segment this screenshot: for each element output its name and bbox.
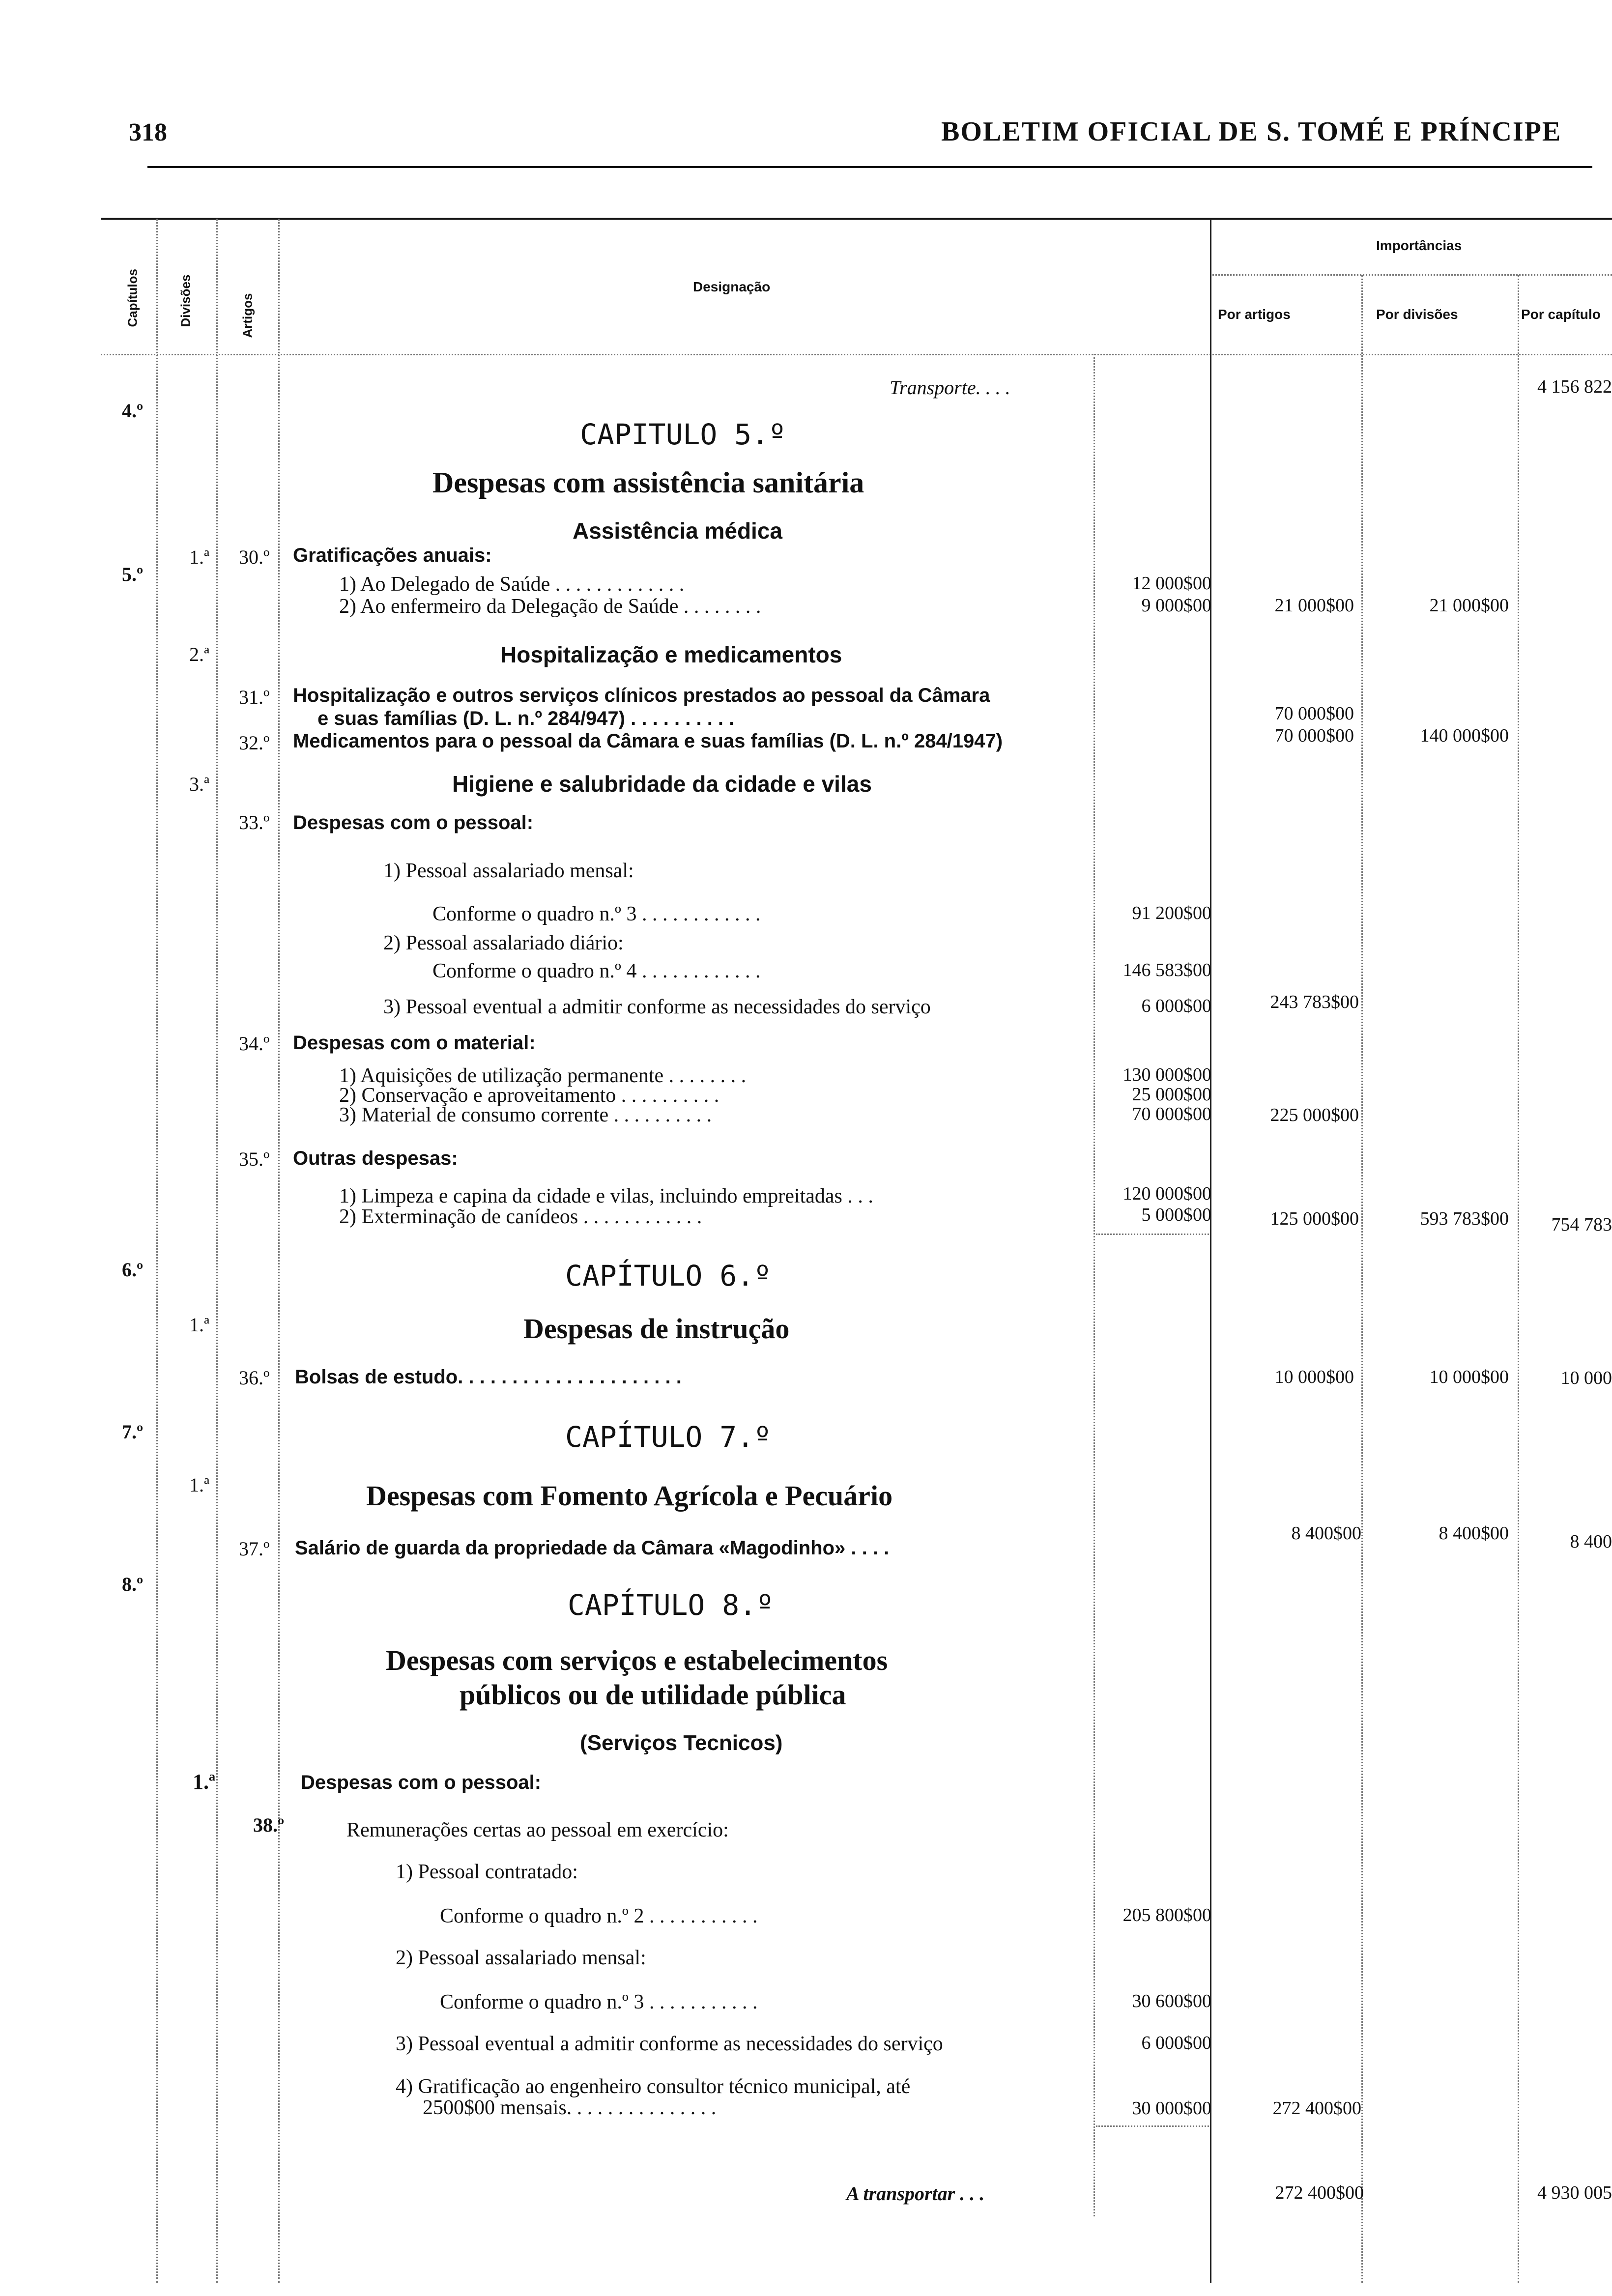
transporte-label: Transporte. . . .	[890, 376, 1010, 399]
art35-label: Outras despesas:	[293, 1148, 458, 1169]
art37-number: 37.º	[239, 1538, 270, 1560]
div2-heading: Hospitalização e medicamentos	[500, 642, 842, 667]
div2-number: 2.ª	[189, 643, 210, 665]
div1-heading: Assistência médica	[573, 518, 783, 544]
cap5-number: 4.º	[122, 400, 144, 422]
art33-sub1-value: 91 200$00	[1132, 903, 1211, 923]
art35-item2-value: 5 000$00	[1141, 1205, 1211, 1225]
cap7-number: 7.º	[122, 1421, 144, 1443]
art38-sub2-value: 30 600$00	[1132, 1991, 1211, 2011]
art33-sub1-detail: Conforme o quadro n.º 3 . . . . . . . . . . . .	[432, 903, 761, 925]
art33-number: 33.º	[239, 811, 270, 833]
cap8-subtotal-rule	[1096, 2125, 1209, 2127]
art35-number: 35.º	[239, 1148, 270, 1170]
art31-line2: e suas famílias (D. L. n.º 284/947) . . . . . . . . . .	[317, 708, 735, 729]
header-bottom-rule	[101, 354, 1612, 355]
cap8-subtitle-line1: Despesas com serviços e estabelecimentos	[386, 1644, 888, 1676]
col-divider-7	[1518, 275, 1519, 2283]
div1-por-divisoes: 21 000$00	[1429, 595, 1509, 616]
art31-number: 31.º	[239, 686, 270, 708]
cap8-title: CAPÍTULO 8.º	[568, 1588, 774, 1622]
header-por-divisoes: Por divisões	[1376, 307, 1458, 322]
art38-sub1-value: 205 800$00	[1123, 1905, 1211, 1925]
art34-por-artigos: 225 000$00	[1270, 1105, 1359, 1125]
art34-item3-value: 70 000$00	[1132, 1104, 1211, 1124]
art34-number: 34.º	[239, 1033, 270, 1055]
art35-por-artigos: 125 000$00	[1270, 1208, 1359, 1229]
art38-por-artigos: 272 400$00	[1272, 2098, 1361, 2119]
art30-item1: 1) Ao Delegado de Saúde . . . . . . . . . . . . .	[339, 573, 685, 596]
header-por-artigos: Por artigos	[1218, 307, 1291, 322]
cap5-subtitle: Despesas com assistência sanitária	[432, 466, 864, 499]
art33-sub2-value: 146 583$00	[1123, 960, 1211, 980]
div3-subtotal-rule	[1096, 1234, 1209, 1235]
art30-number: 30.º	[239, 546, 270, 568]
art34-item1-value: 130 000$00	[1123, 1064, 1211, 1085]
cap7-por-capitulo: 8 400	[1570, 1531, 1612, 1552]
cap5-mark: 5.º	[122, 563, 144, 585]
art38-sub3: 3) Pessoal eventual a admitir conforme as necessidades do serviço	[396, 2033, 943, 2055]
footer-por-capitulo: 4 930 005	[1537, 2182, 1612, 2203]
div1-number: 1.ª	[189, 546, 210, 568]
art38-sub4-line2: 2500$00 mensais. . . . . . . . . . . . . . .	[423, 2096, 717, 2119]
div3-number: 3.ª	[189, 773, 210, 795]
art38-sub1: 1) Pessoal contratado:	[396, 1861, 578, 1883]
art38-sub2-detail: Conforme o quadro n.º 3 . . . . . . . . . . .	[440, 1991, 758, 2013]
col-divider-2	[216, 219, 218, 2283]
importancias-rule	[1210, 274, 1612, 276]
cap8-subtitle-line2: públicos ou de utilidade pública	[460, 1679, 846, 1711]
art34-item2: 2) Conservação e aproveitamento . . . . . . . . . .	[339, 1084, 720, 1107]
cap6-div-number: 1.ª	[189, 1314, 210, 1336]
art33-label: Despesas com o pessoal:	[293, 812, 534, 833]
art30-item2: 2) Ao enfermeiro da Delegação de Saúde . . . . . . . .	[339, 595, 761, 618]
col-divider-6	[1361, 275, 1363, 2283]
col-divider-4	[1094, 354, 1095, 2216]
header-importancias: Importâncias	[1376, 238, 1462, 253]
header-capitulos: Capítulos	[125, 269, 140, 327]
div3-heading: Higiene e salubridade da cidade e vilas	[452, 771, 872, 797]
art32-number: 32.º	[239, 732, 270, 754]
header-divisoes: Divisões	[178, 274, 193, 327]
art38-sub1-detail: Conforme o quadro n.º 2 . . . . . . . . . . .	[440, 1905, 758, 1927]
div2-por-divisoes: 140 000$00	[1420, 725, 1509, 746]
transporte-capitulo: 4 156 822	[1537, 376, 1612, 397]
footer-por-artigos: 272 400$00	[1275, 2182, 1364, 2203]
cap6-title: CAPÍTULO 6.º	[565, 1259, 772, 1292]
art36-label: Bolsas de estudo. . . . . . . . . . . . . . . . . . . . .	[295, 1366, 682, 1388]
art38-sub4-line1: 4) Gratificação ao engenheiro consultor técnico municipal, até	[396, 2075, 911, 2098]
table-top-rule	[101, 218, 1612, 220]
art30-item1-value: 12 000$00	[1132, 573, 1211, 594]
header-rule	[147, 166, 1592, 168]
art34-item2-value: 25 000$00	[1132, 1084, 1211, 1105]
art34-label: Despesas com o material:	[293, 1032, 536, 1054]
art33-sub1: 1) Pessoal assalariado mensal:	[383, 860, 634, 882]
page-number: 318	[129, 118, 167, 146]
footer-label: A transportar . . .	[846, 2182, 985, 2205]
art32-label: Medicamentos para o pessoal da Câmara e suas famílias (D. L. n.º 284/1947)	[293, 730, 1003, 752]
cap8-div-label: Despesas com o pessoal:	[301, 1772, 542, 1793]
cap8-section: (Serviços Tecnicos)	[580, 1731, 783, 1755]
cap6-subtitle: Despesas de instrução	[523, 1313, 790, 1345]
art36-por-artigos: 10 000$00	[1274, 1367, 1354, 1387]
art32-por-artigos: 70 000$00	[1274, 725, 1354, 746]
cap7-title: CAPÍTULO 7.º	[565, 1420, 772, 1454]
art38-sub3-value: 6 000$00	[1141, 2033, 1211, 2053]
art33-sub3: 3) Pessoal eventual a admitir conforme as necessidades do serviço	[383, 996, 931, 1018]
art35-item1: 1) Limpeza e capina da cidade e vilas, incluindo empreitadas . . .	[339, 1185, 873, 1207]
header-designacao: Designação	[693, 279, 771, 294]
art37-label: Salário de guarda da propriedade da Câmara «Magodinho» . . . .	[295, 1537, 890, 1559]
art30-por-artigos: 21 000$00	[1274, 595, 1354, 616]
cap6-number: 6.º	[122, 1259, 144, 1281]
cap7-subtitle: Despesas com Fomento Agrícola e Pecuário	[366, 1480, 893, 1512]
art30-label: Gratificações anuais:	[293, 545, 492, 566]
art33-por-artigos: 243 783$00	[1270, 992, 1359, 1012]
art33-sub2: 2) Pessoal assalariado diário:	[383, 932, 624, 954]
art37-por-artigos: 8 400$00	[1291, 1523, 1361, 1544]
art36-number: 36.º	[239, 1367, 270, 1389]
col-divider-1	[156, 219, 158, 2283]
art37-por-divisoes: 8 400$00	[1439, 1523, 1509, 1544]
art31-por-artigos: 70 000$00	[1274, 703, 1354, 724]
art35-item2: 2) Exterminação de canídeos . . . . . . . . . . . .	[339, 1205, 702, 1228]
art38-sub2: 2) Pessoal assalariado mensal:	[396, 1947, 646, 1969]
cap8-number: 8.º	[122, 1573, 144, 1595]
div3-por-divisoes: 593 783$00	[1420, 1208, 1509, 1229]
art35-item1-value: 120 000$00	[1123, 1183, 1211, 1204]
art33-sub3-value: 6 000$00	[1141, 996, 1211, 1016]
header-por-capitulo: Por capítulo	[1521, 307, 1601, 322]
col-divider-5	[1210, 219, 1211, 2283]
art31-line1: Hospitalização e outros serviços clínicos prestados ao pessoal da Câmara	[293, 685, 990, 706]
art36-por-divisoes: 10 000$00	[1429, 1367, 1509, 1387]
art34-item1: 1) Aquisições de utilização permanente . . . . . . . .	[339, 1064, 747, 1087]
page-title: BOLETIM OFICIAL DE S. TOMÉ E PRÍNCIPE	[941, 116, 1562, 147]
cap5-title: CAPITULO 5.º	[580, 418, 786, 451]
art34-item3: 3) Material de consumo corrente . . . . . . . . . .	[339, 1104, 712, 1126]
cap6-por-capitulo: 10 000	[1560, 1368, 1612, 1388]
art33-sub2-detail: Conforme o quadro n.º 4 . . . . . . . . . . . .	[432, 960, 761, 982]
cap8-div-number: 1.ª	[193, 1770, 216, 1794]
art38-label: Remunerações certas ao pessoal em exercício:	[346, 1819, 729, 1841]
cap5-por-capitulo: 754 783	[1551, 1214, 1612, 1235]
col-divider-3	[278, 219, 280, 2283]
art38-number: 38.º	[253, 1814, 285, 1836]
art38-sub4-value: 30 000$00	[1132, 2098, 1211, 2119]
header-artigos: Artigos	[240, 293, 255, 338]
art30-item2-value: 9 000$00	[1141, 595, 1211, 616]
cap7-div-number: 1.ª	[189, 1474, 210, 1496]
